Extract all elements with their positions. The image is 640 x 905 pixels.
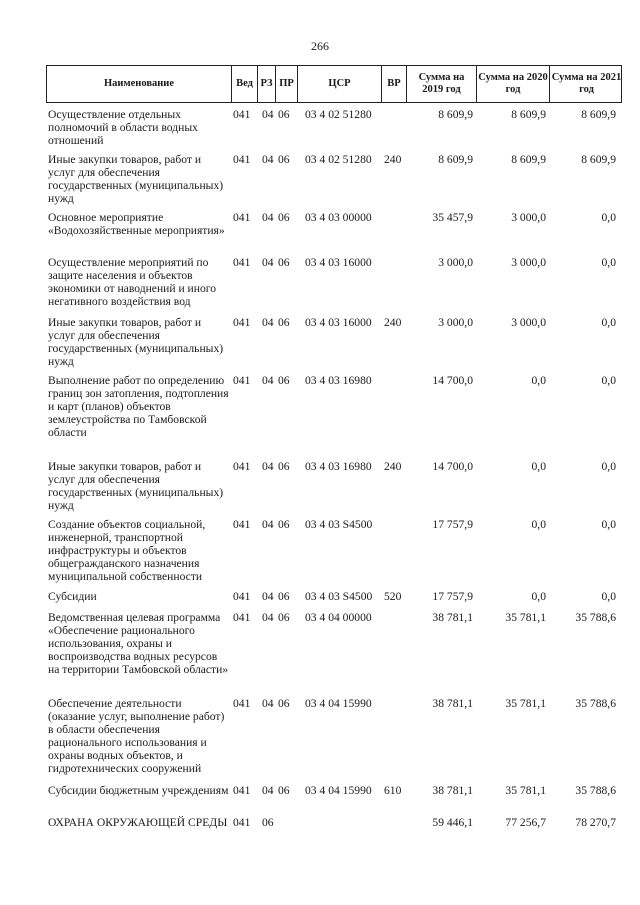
row-sum-2020: 35 781,1 bbox=[505, 784, 546, 797]
row-name: ОХРАНА ОКРУЖАЮЩЕЙ СРЕДЫ bbox=[48, 816, 228, 829]
row-sum-2019: 14 700,0 bbox=[432, 374, 473, 387]
row-csr: 03 4 03 00000 bbox=[305, 211, 372, 224]
row-rz: 04 bbox=[262, 256, 274, 269]
row-sum-2020: 0,0 bbox=[531, 590, 546, 603]
row-vr: 520 bbox=[384, 590, 402, 603]
row-rz: 04 bbox=[262, 211, 274, 224]
row-ved: 041 bbox=[233, 697, 251, 710]
row-ved: 041 bbox=[233, 374, 251, 387]
row-sum-2020: 0,0 bbox=[531, 460, 546, 473]
page-number: 266 bbox=[311, 39, 329, 53]
row-csr: 03 4 02 51280 bbox=[305, 108, 372, 121]
row-rz: 04 bbox=[262, 697, 274, 710]
row-sum-2020: 3 000,0 bbox=[511, 211, 546, 224]
row-ved: 041 bbox=[233, 460, 251, 473]
row-name: Создание объектов социальной, инженерной, транспортной инфраструктуры и объектов общегражданского назначения муниципальной собственности bbox=[48, 518, 206, 584]
row-rz: 06 bbox=[262, 816, 274, 829]
row-sum-2021: 35 788,6 bbox=[575, 784, 616, 797]
header-pr: ПР bbox=[275, 66, 297, 102]
row-pr: 06 bbox=[278, 590, 290, 603]
row-name: Иные закупки товаров, работ и услуг для обеспечения государственных (муниципальных) нужд bbox=[48, 153, 224, 206]
row-name: Субсидии бюджетным учреждениям bbox=[48, 784, 229, 797]
row-pr: 06 bbox=[278, 153, 290, 166]
row-sum-2021: 0,0 bbox=[601, 211, 616, 224]
row-sum-2021: 35 788,6 bbox=[575, 697, 616, 710]
row-sum-2021: 0,0 bbox=[601, 374, 616, 387]
row-csr: 03 4 03 16000 bbox=[305, 316, 372, 329]
row-csr: 03 4 03 16000 bbox=[305, 256, 372, 269]
row-sum-2019: 38 781,1 bbox=[432, 611, 473, 624]
row-rz: 04 bbox=[262, 611, 274, 624]
header-name: Наименование bbox=[104, 78, 174, 89]
row-sum-2019: 3 000,0 bbox=[438, 316, 473, 329]
row-sum-2020: 0,0 bbox=[531, 518, 546, 531]
row-sum-2019: 38 781,1 bbox=[432, 697, 473, 710]
row-name: Выполнение работ по определению границ зон затопления, подтопления и карт (планов) объектов землеустройства по Тамбовской области bbox=[48, 374, 229, 440]
row-sum-2019: 14 700,0 bbox=[432, 460, 473, 473]
row-sum-2021: 8 609,9 bbox=[581, 108, 616, 121]
row-csr: 03 4 02 51280 bbox=[305, 153, 372, 166]
row-sum-2020: 35 781,1 bbox=[505, 611, 546, 624]
row-sum-2021: 0,0 bbox=[601, 460, 616, 473]
row-rz: 04 bbox=[262, 316, 274, 329]
row-pr: 06 bbox=[278, 460, 290, 473]
row-sum-2019: 8 609,9 bbox=[438, 108, 473, 121]
row-pr: 06 bbox=[278, 316, 290, 329]
header-sum-2019: Сумма на 2019 год bbox=[406, 66, 476, 102]
row-ved: 041 bbox=[233, 590, 251, 603]
row-rz: 04 bbox=[262, 153, 274, 166]
header-sum-2021: Сумма на 2021 год bbox=[549, 66, 623, 102]
row-rz: 04 bbox=[262, 590, 274, 603]
row-pr: 06 bbox=[278, 211, 290, 224]
header-vr: ВР bbox=[381, 66, 406, 102]
row-ved: 041 bbox=[233, 816, 251, 829]
row-name: Иные закупки товаров, работ и услуг для обеспечения государственных (муниципальных) нужд bbox=[48, 460, 224, 513]
row-sum-2021: 0,0 bbox=[601, 316, 616, 329]
row-pr: 06 bbox=[278, 108, 290, 121]
row-sum-2020: 77 256,7 bbox=[505, 816, 546, 829]
row-sum-2021: 78 270,7 bbox=[575, 816, 616, 829]
row-sum-2020: 8 609,9 bbox=[511, 153, 546, 166]
row-csr: 03 4 03 16980 bbox=[305, 460, 372, 473]
header-ved: Вед bbox=[231, 66, 257, 102]
row-sum-2019: 35 457,9 bbox=[432, 211, 473, 224]
row-pr: 06 bbox=[278, 256, 290, 269]
row-sum-2019: 59 446,1 bbox=[432, 816, 473, 829]
row-sum-2019: 17 757,9 bbox=[432, 590, 473, 603]
row-csr: 03 4 03 S4500 bbox=[305, 590, 373, 603]
row-sum-2020: 0,0 bbox=[531, 374, 546, 387]
row-sum-2020: 3 000,0 bbox=[511, 316, 546, 329]
row-pr: 06 bbox=[278, 784, 290, 797]
row-sum-2019: 17 757,9 bbox=[432, 518, 473, 531]
row-ved: 041 bbox=[233, 256, 251, 269]
row-sum-2019: 8 609,9 bbox=[438, 153, 473, 166]
row-ved: 041 bbox=[233, 211, 251, 224]
row-name: Осуществление мероприятий по защите населения и объектов экономики от наводнений и иного негативного воздействия вод bbox=[48, 256, 217, 309]
row-sum-2020: 3 000,0 bbox=[511, 256, 546, 269]
row-pr: 06 bbox=[278, 518, 290, 531]
row-sum-2021: 0,0 bbox=[601, 256, 616, 269]
row-name: Ведомственная целевая программа «Обеспечение рационального использования, охраны и воспроизводства водных ресурсов на территории Тамбовской области» bbox=[48, 611, 229, 677]
row-sum-2020: 35 781,1 bbox=[505, 697, 546, 710]
row-sum-2021: 8 609,9 bbox=[581, 153, 616, 166]
row-sum-2021: 35 788,6 bbox=[575, 611, 616, 624]
row-rz: 04 bbox=[262, 784, 274, 797]
header-sum-2020: Сумма на 2020 год bbox=[476, 66, 549, 102]
row-vr: 610 bbox=[384, 784, 402, 797]
header-rz: РЗ bbox=[257, 66, 275, 102]
row-name: Обеспечение деятельности (оказание услуг, выполнение работ) в области обеспечения рационального использования и охраны водных объектов, и гидротехнических сооружений bbox=[48, 697, 225, 776]
row-vr: 240 bbox=[384, 460, 402, 473]
row-csr: 03 4 04 15990 bbox=[305, 784, 372, 797]
row-name: Основное мероприятие «Водохозяйственные мероприятия» bbox=[48, 211, 225, 238]
row-sum-2019: 38 781,1 bbox=[432, 784, 473, 797]
row-name: Иные закупки товаров, работ и услуг для обеспечения государственных (муниципальных) нужд bbox=[48, 316, 224, 369]
row-sum-2021: 0,0 bbox=[601, 590, 616, 603]
table-header bbox=[46, 65, 622, 103]
row-rz: 04 bbox=[262, 460, 274, 473]
row-csr: 03 4 03 16980 bbox=[305, 374, 372, 387]
row-csr: 03 4 03 S4500 bbox=[305, 518, 373, 531]
row-rz: 04 bbox=[262, 374, 274, 387]
row-pr: 06 bbox=[278, 374, 290, 387]
row-ved: 041 bbox=[233, 153, 251, 166]
row-name: Субсидии bbox=[48, 590, 97, 603]
row-ved: 041 bbox=[233, 518, 251, 531]
row-sum-2021: 0,0 bbox=[601, 518, 616, 531]
row-csr: 03 4 04 15990 bbox=[305, 697, 372, 710]
row-rz: 04 bbox=[262, 108, 274, 121]
row-pr: 06 bbox=[278, 697, 290, 710]
row-vr: 240 bbox=[384, 153, 402, 166]
row-ved: 041 bbox=[233, 108, 251, 121]
row-ved: 041 bbox=[233, 611, 251, 624]
row-rz: 04 bbox=[262, 518, 274, 531]
row-name: Осуществление отдельных полномочий в области водных отношений bbox=[48, 108, 198, 148]
row-ved: 041 bbox=[233, 784, 251, 797]
header-csr: ЦСР bbox=[297, 66, 381, 102]
row-sum-2019: 3 000,0 bbox=[438, 256, 473, 269]
row-sum-2020: 8 609,9 bbox=[511, 108, 546, 121]
row-vr: 240 bbox=[384, 316, 402, 329]
row-csr: 03 4 04 00000 bbox=[305, 611, 372, 624]
row-pr: 06 bbox=[278, 611, 290, 624]
row-ved: 041 bbox=[233, 316, 251, 329]
